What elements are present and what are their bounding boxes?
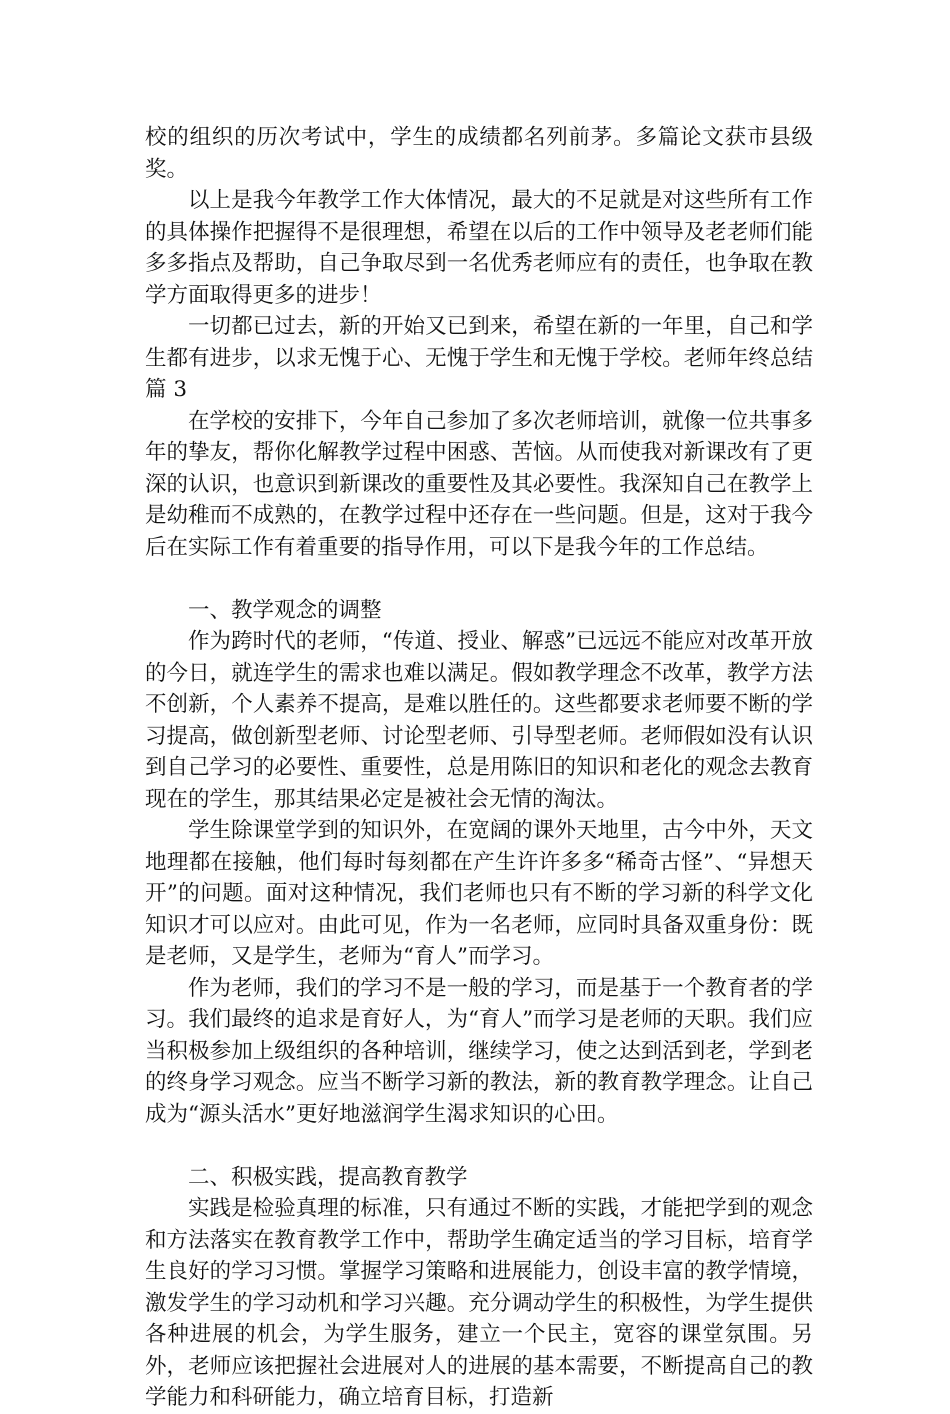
paragraph: 以上是我今年教学工作大体情况，最大的不足就是对这些所有工作的具体操作把握得不是很理想，希望在以后的工作中领导及老老师们能多多指点及帮助，自己争取尽到一名优秀老师应有的责任，也争取在教学方面取得更多的进步！ <box>145 188 813 308</box>
paragraph: 在学校的安排下，今年自己参加了多次老师培训，就像一位共事多年的挚友，帮你化解教学过程中困惑、苦恼。从而使我对新课改有了更深的认识，也意识到新课改的重要性及其必要性。我深知自己在教学上是幼稚而不成熟的，在教学过程中还存在一些问题。但是，这对于我今后在实际工作有着重要的指导作用，可以下是我今年的工作总结。 <box>145 408 813 560</box>
section-heading: 二、积极实践，提高教育教学 <box>188 1164 468 1190</box>
paragraph: 学生除课堂学到的知识外，在宽阔的课外天地里，古今中外，天文地理都在接触，他们每时每刻都在产生许许多多“稀奇古怪”、“异想天开”的问题。面对这种情况，我们老师也只有不断的学习新的科学文化知识才可以应对。由此可见，作为一名老师，应同时具备双重身份：既是老师，又是学生，老师为“育人”而学习。 <box>145 818 813 969</box>
paragraph: 作为跨时代的老师，“传道、授业、解惑”已远远不能应对改革开放的今日，就连学生的需求也难以满足。假如教学理念不改革，教学方法不创新，个人素养不提高，是难以胜任的。这些都要求老师要不断的学习提高，做创新型老师、讨论型老师、引导型老师。老师假如没有认识到自己学习的必要性、重要性，总是用陈旧的知识和老化的观念去教育现在的学生，那其结果必定是被社会无情的淘汰。 <box>145 629 813 812</box>
document-page <box>145 122 813 1414</box>
paragraph: 一切都已过去，新的开始又已到来，希望在新的一年里，自己和学生都有进步，以求无愧于心、无愧于学生和无愧于学校。老师年终总结 篇 3 <box>145 314 813 402</box>
paragraph-continued: 校的组织的历次考试中，学生的成绩都名列前茅。多篇论文获市县级奖。 <box>145 125 813 182</box>
paragraph: 作为老师，我们的学习不是一般的学习，而是基于一个教育者的学习。我们最终的追求是育好人，为“育人”而学习是老师的天职。我们应当积极参加上级组织的各种培训，继续学习，使之达到活到老，学到老的终身学习观念。应当不断学习新的教法，新的教育教学理念。让自己成为“源头活水”更好地滋润学生渴求知识的心田。 <box>145 975 813 1127</box>
section-heading: 一、教学观念的调整 <box>188 597 382 623</box>
paragraph: 实践是检验真理的标准，只有通过不断的实践，才能把学到的观念和方法落实在教育教学工作中，帮助学生确定适当的学习目标，培育学生良好的学习习惯。掌握学习策略和进展能力，创设丰富的教学情境，激发学生的学习动机和学习兴趣。充分调动学生的积极性，为学生提供各种进展的机会，为学生服务，建立一个民主，宽容的课堂氛围。另外，老师应该把握社会进展对人的进展的基本需要，不断提高自己的教学能力和科研能力，确立培育目标，打造新 <box>145 1196 813 1410</box>
